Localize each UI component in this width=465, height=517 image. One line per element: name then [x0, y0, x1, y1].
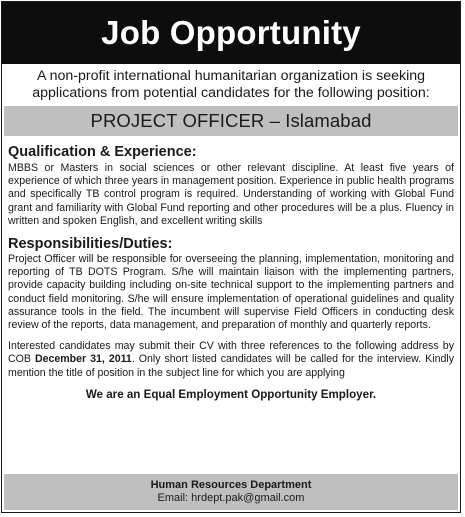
- qualification-text: MBBS or Masters in social sciences or other relevant discipline. At least five years of experience of which three years in management position. Experience in public health programs and specifically TB control program is required. Understanding of working with Global Fund grant and familiarity with Global Fund reporting and other procedures will be a plus. Fluency in written and spoken English, and excellent writing skills: [8, 162, 454, 227]
- apply-text-before: Interested candidates may submit their CV with three references to the following address by COB: [8, 340, 454, 366]
- intro-text: A non-profit international humanitarian organization is seeking applications from potential candidates for the following position:: [32, 68, 430, 101]
- apply-deadline: December 31, 2011: [34, 353, 132, 366]
- responsibilities-text: Project Officer will be responsible for overseeing the planning, implementation, monitoring and reporting of TB DOTS Program. S/he will maintain liaison with the implementing partners, provide capacity building including on-site technical support to the implementing partners and conduct field monitoring. S/he will ensure implementation of operational guidelines and quality assurance tools in the field. The incumbent will supervise Field Officers in conducting desk review of the reports, data management, and preparation of monthly and quarterly reports.: [8, 253, 454, 332]
- contact-email-line: [158, 492, 305, 506]
- application-instructions: [2, 332, 460, 380]
- ad-header: [2, 2, 460, 64]
- equal-opportunity-statement: We are an Equal Employment Opportunity Employer.: [85, 387, 377, 401]
- responsibilities-heading: Responsibilities/Duties:: [8, 236, 173, 253]
- job-advertisement: [1, 1, 461, 513]
- qualification-heading: Qualification & Experience:: [8, 144, 197, 160]
- ad-title: Job Opportunity: [101, 14, 361, 51]
- position-title: PROJECT OFFICER – Islamabad: [90, 110, 372, 131]
- hr-department: Human Resources Department: [150, 478, 312, 491]
- apply-text-after: . Only short listed candidates will be called for the interview. Kindly mention the title of position in the subject line for which you are applying: [8, 353, 455, 379]
- contact-footer: [4, 474, 458, 510]
- position-banner: [4, 106, 458, 136]
- email-label: Email:: [157, 492, 192, 504]
- contact-email: hrdept.pak@gmail.com: [191, 492, 305, 504]
